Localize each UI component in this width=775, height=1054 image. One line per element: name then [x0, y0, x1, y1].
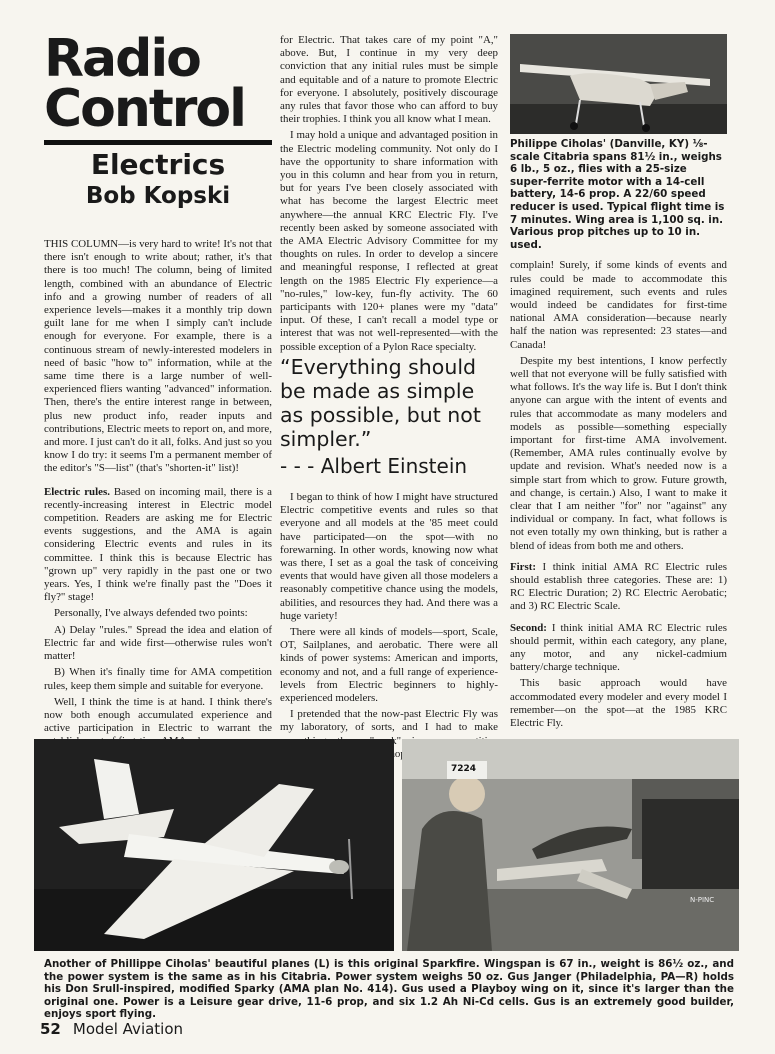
paragraph — [44, 486, 272, 605]
paragraph: I began to think of how I might have structured Electric competitive events and rules so that everyone and all models at the '85 meet could have participated—on the spot—with no forewarning. In other words, knowing now what was there, I set as a goal the task of conceiving events that would have given all those modelers a reasonably competitive chance using the models, abilities, and resources they had. And there was a huge variety! — [280, 491, 498, 622]
title-line-1: Radio — [44, 29, 200, 89]
section-lead: Second: — [510, 621, 547, 634]
paragraph: There were all kinds of models—sport, Scale, OT, Sailplanes, and aerobatic. There were all kinds of power systems: American and imports, economy and not, and a full range of experience-levels from Electric beginners to highly-experienced modelers. — [280, 626, 498, 705]
photo-gus-janger — [402, 739, 739, 951]
paragraph: for Electric. That takes care of my point "A," above. But, I continue in my very deep conviction that any initial rules must be simple and equitable and of a nature to promote Electric for everyone. I absolutely, positively discourage any rules that favor those who can afford to buy their trophies. I think you all know what I mean. — [280, 34, 498, 126]
photo-citabria — [510, 34, 727, 134]
paragraph: I pretended that the now-past Electric Fly was my laboratory, of sorts, and I had to make — [280, 708, 498, 734]
column-2-bottom — [280, 491, 498, 764]
photo-caption-bottom: Another of Phillippe Ciholas' beautiful planes (L) is this original Sparkfire. Wingspan is 67 in., weight is 86½ oz., and the power system is the same as in his Citabria. Power system weighs 50 oz. Gus Janger (Philadelphia, PA—R) holds his Don Srull-inspired, modified Sparky (AMA plan No. 414). Gus used a Playboy wing on it, since it's larger than the original one. Power is a Leisure gear drive, 11-6 prop, and six 1.2 Ah Ni-Cd cells. Gus is an extremely good builder, enjoys sport flying. — [44, 958, 734, 1021]
column-3 — [510, 138, 727, 789]
section-lead: First: — [510, 560, 537, 573]
paragraph: Personally, I've always defended two points: — [54, 607, 248, 620]
header — [44, 29, 272, 211]
paragraph: B) When it's finally time for AMA competition rules, keep them simple and suitable for everyone. — [44, 666, 272, 692]
title-rule — [44, 140, 272, 145]
paragraph: This basic approach would have accommodated every modeler and every model I remember—on the spot—at the 1985 KRC Electric Fly. — [510, 677, 727, 730]
paragraph-text: I think initial AMA RC Electric rules should permit, within each category, any plane, any motor, and any nickel-cadmium battery/charge technique. — [510, 621, 727, 674]
photo-sparkfire — [34, 739, 394, 951]
photo-caption-top: Philippe Ciholas' (Danville, KY) ⅛-scale Citabria spans 81½ in., weighs 6 lb., 5 oz., flies with a 25-size super-ferrite motor with a 14-cell battery, 14-6 prop. A 22/60 speed reducer is used. Typical flight time is 7 minutes. Wing area is 1,100 sq. in. Various prop pitches up to 10 in. used. — [510, 138, 725, 251]
title-line-2: Control — [44, 79, 245, 139]
magazine-name: Model Aviation — [72, 1020, 184, 1038]
paragraph: A) Delay "rules." Spread the idea and elation of Electric far and wide first—otherwise rules won't matter! — [44, 623, 272, 663]
cap-badge-text: 7224 — [451, 764, 477, 774]
paragraph-text: I think initial AMA RC Electric rules should establish three categories. These are: 1) RC Electric Duration; 2) RC Electric Aerobatic; and 3) RC Electric Scale. — [510, 560, 727, 613]
paragraph: I may hold a unique and advantaged position in the Electric modeling community. Not only do I have the opportunity to share information with you in this column and hear from you in return, but for years I've been closely associated with what has become the largest Electric meet anywhere—the annual KRC Electric Fly. I've recently been asked by someone associated with the AMA Electric Advisory Committee for my thoughts on rules. In order to develop a sincere and meaningful response, I reflected at great length on the 1985 Electric Fly experience—a "no-rules," low-key, fun-fly activity. The 60 participants with 120+ planes were my "data" input. Of these, I can't recall a model type or interest that was not well-represented—with the possible exception of a Pylon Race specialty. — [280, 129, 498, 353]
paragraph — [510, 622, 727, 675]
paragraph: complain! Surely, if some kinds of events and rules could be made to accommodate this imagined requirement, such events and rules would indeed be candidates for first-time national AMA consideration—because nearly half the nation was represented: 23 states—and Canada! — [510, 259, 727, 351]
column-1 — [44, 238, 272, 752]
citabria-plane-image — [510, 34, 727, 134]
page-number: 52 — [40, 1020, 61, 1038]
paragraph — [510, 561, 727, 614]
paragraph: THIS COLUMN—is very hard to write! It's not that there isn't enough to write about; rather, it's that there is too much! The column, being of limited length, combined with an abundance of Electric info and a growing number of readers of all experience levels—makes it a monthly trip down guilt lane for me when I simply can't include enough for everyone. For example, there is a continuous stream of newly-interested modelers in need of basic "how to" information, while at the same time there is a large number of well-experienced fliers wanting "advanced" information. Then, there's the entire interest range in between, plus new product info, reader inputs and contributions, Electric meets to report on, and more, and more. I just can't do it all, folks. And just so you know I do try: it seems I'm a permanent member of the editor's "S—list" (that's "shorten-it" list)! — [44, 238, 272, 475]
quote-text: “Everything should be made as simple as possible, but not simpler.” — [280, 355, 481, 451]
paragraph: Well, I think the time is at hand. I think there's now both enough accumulated experience and active participation in Electric to warrant the — [44, 695, 272, 735]
paragraph-text: Based on incoming mail, there is a recently-increasing interest in Electric model competition. Readers are asking me for Electric events suggestions, and the AMA is again considering Electric events and rules in its committee. I think this is because Electric has "grown up" very rapidly in the past one or two years. Yes, I think we're finally past the "Does it fly?" stage! — [44, 485, 272, 604]
sparkfire-plane-image — [34, 739, 394, 951]
page-footer — [40, 1020, 183, 1038]
quote-attribution: - - - Albert Einstein — [280, 454, 468, 478]
paragraph: Despite my best intentions, I know perfectly well that not everyone will be fully satisfied with what follows. It's the way life is. But I don't think anyone can argue with the intent of events and rules that accommodate as many modelers and models as possible—something especially important for first-time AMA involvement. (Remember, AMA rules continually evolve by update and revision. What's needed now is a simple start from which to grow. Future growth, and change, is certain.) Also, I want to make it clear that I am neither "for" nor "against" any individual or company. In fact, what follows is not even totally my own thinking, but is rather a blend of ideas from both me and others. — [510, 354, 727, 552]
license-plate-text: N-PINC — [690, 896, 715, 904]
pull-quote — [280, 355, 498, 479]
section-lead: Electric rules. — [44, 485, 110, 498]
subtitle: Electrics — [90, 148, 226, 181]
author: Bob Kopski — [85, 183, 231, 209]
column-2-top — [280, 34, 498, 357]
